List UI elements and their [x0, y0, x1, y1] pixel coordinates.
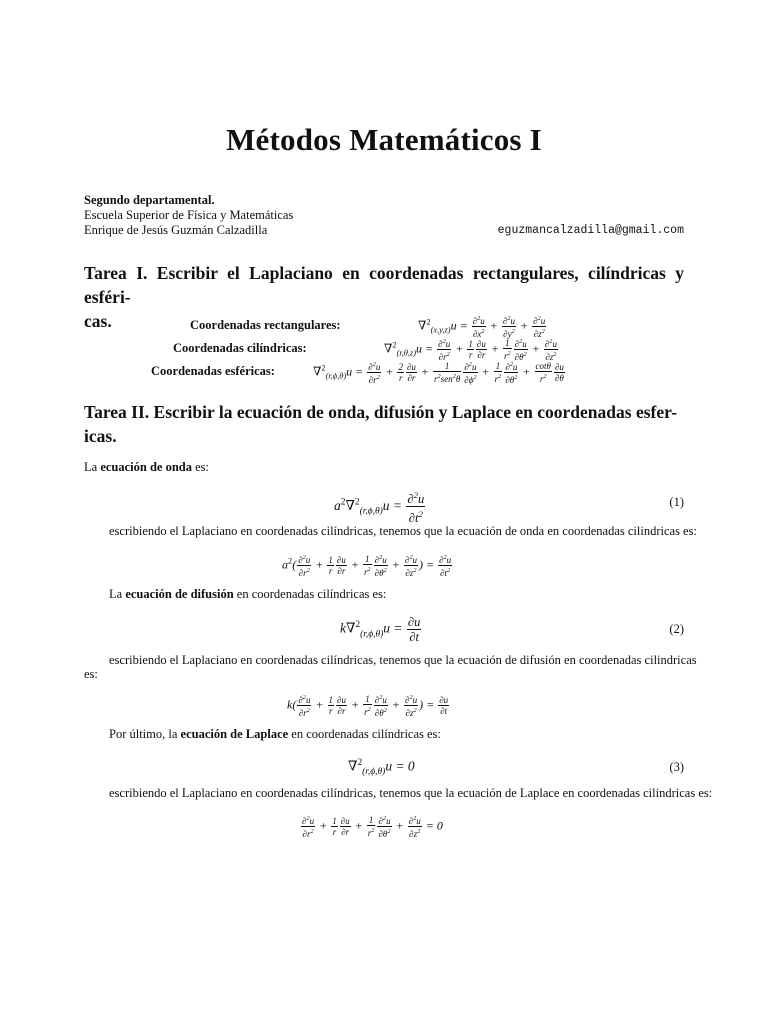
section-1-heading-line2: cas.: [84, 311, 112, 331]
paragraph-diffusion-expanded-line2: es:: [84, 667, 98, 681]
paragraph-diffusion-intro: [109, 587, 386, 602]
equation-number-1: (1): [669, 495, 684, 509]
equation-number-2: (2): [669, 622, 684, 636]
paragraph-wave-expanded: escribiendo el Laplaciano en coordenadas cilíndricas, tenemos que la ecuación de onda en coordenadas cilindricas es:: [109, 524, 697, 538]
eq-laplace-expanded: $\frac{\partial^2u}{\partial r^2}$ + $\frac{1}{r}$ $\frac{\partial u}{\partial r}$ + $\frac{1}{r^2}$ $\frac{\partial^2u}{\partial\theta^2}$ + $\frac{\partial^2u}{\partial z^2}$ = 0: [302, 815, 443, 839]
term-laplace-equation: ecuación de Laplace: [180, 727, 289, 741]
text: La: [84, 460, 101, 474]
paragraph-wave-intro: [84, 460, 209, 475]
label-spherical: Coordenadas esféricas:: [151, 364, 275, 378]
text: La: [109, 587, 126, 601]
eq-laplace: ∇$^2_{(r,\phi,\theta)}$u = 0: [348, 758, 415, 778]
section-2-heading-line1: Tarea II. Escribir la ecuación de onda, difusión y Laplace en coordenadas esfer-: [84, 402, 678, 422]
text: Por último, la: [109, 727, 181, 741]
eq-laplacian-rectangular: ∇$^2_{(x,y,z)}$u = $\frac{\partial^2u}{\partial x^2}$ + $\frac{\partial^2u}{\partial y^2}$ + $\frac{\partial^2u}{\partial z^2}$: [418, 315, 546, 339]
text: en coordenadas cilíndricas es:: [288, 727, 441, 741]
text: es:: [192, 460, 210, 474]
equation-number-3: (3): [669, 760, 684, 774]
text: en coordenadas cilíndricas es:: [233, 587, 387, 601]
eq-wave: $a^2\nabla^2_{(r,\phi,\theta)}u$ = $\frac{\partial^2u}{\partial t^2}$: [334, 490, 425, 526]
section-2-heading: [84, 400, 684, 448]
eq-laplacian-spherical: ∇$^2_{(r,\phi,\theta)}$u = $\frac{\partial^2u}{\partial r^2}$ + $\frac{2}{r}$ $\frac{\partial u}{\partial r}$ + $\frac{1}{r^2sen^2\theta}$ $\frac{\partial^2u}{\partial\phi^2}$ + $\frac{1}{r^2}$ $\frac{\partial^2u}{\partial\theta^2}$ + $\frac{\cot\theta}{r^2}$ $\frac{\partial u}{\partial\theta}$: [313, 361, 564, 385]
label-cylindrical: Coordenadas cilíndricas:: [173, 341, 307, 355]
term-wave-equation: ecuación de onda: [100, 460, 192, 474]
author-name: Enrique de Jesús Guzmán Calzadilla: [84, 223, 268, 237]
paragraph-laplace-expanded: escribiendo el Laplaciano en coordenadas cilíndricas, tenemos que la ecuación de Laplace en coordenadas cilindricas es:: [109, 786, 713, 800]
eq-diffusion-expanded: k( $\frac{\partial^2u}{\partial r^2}$ + $\frac{1}{r}$ $\frac{\partial u}{\partial r}$ + $\frac{1}{r^2}$ $\frac{\partial^2u}{\partial\theta^2}$ + $\frac{\partial^2u}{\partial z^2}$ ) = $\frac{\partial u}{\partial t}$: [287, 694, 449, 718]
eq-laplacian-cylindrical: ∇$^2_{(r,\theta,z)}$u = $\frac{\partial^2u}{\partial r^2}$ + $\frac{1}{r}$ $\frac{\partial u}{\partial r}$ + $\frac{1}{r^2}$ $\frac{\partial^2u}{\partial\theta^2}$ + $\frac{\partial^2u}{\partial z^2}$: [384, 338, 557, 362]
subtitle: Segundo departamental.: [84, 193, 215, 207]
paragraph-diffusion-expanded-line1: escribiendo el Laplaciano en coordenadas cilíndricas, tenemos que la ecuación de difusión en coordenadas cilindricas: [109, 653, 697, 667]
school-name: Escuela Superior de Física y Matemáticas: [84, 208, 294, 222]
author-email: eguzmancalzadilla@gmail.com: [497, 224, 684, 237]
term-diffusion-equation: ecuación de difusión: [125, 587, 234, 601]
section-1-heading: [84, 261, 684, 333]
section-1-heading-line1: Tarea I. Escribir el Laplaciano en coordenadas rectangulares, cilíndricas y esféri-: [84, 263, 684, 307]
paragraph-laplace-intro: [109, 727, 441, 742]
section-2-heading-line2: icas.: [84, 426, 117, 446]
eq-diffusion: k∇$^2_{(r,\phi,\theta)}$u = $\frac{\partial u}{\partial t}$: [340, 615, 421, 644]
page-title: Métodos Matemáticos I: [226, 122, 542, 157]
label-rectangular: Coordenadas rectangulares:: [190, 318, 341, 332]
eq-wave-expanded: $a^2$( $\frac{\partial^2u}{\partial r^2}$ + $\frac{1}{r}$ $\frac{\partial u}{\partial r}$ + $\frac{1}{r^2}$ $\frac{\partial^2u}{\partial\theta^2}$ + $\frac{\partial^2u}{\partial z^2}$ ) = $\frac{\partial^2u}{\partial t^2}$: [282, 554, 452, 578]
